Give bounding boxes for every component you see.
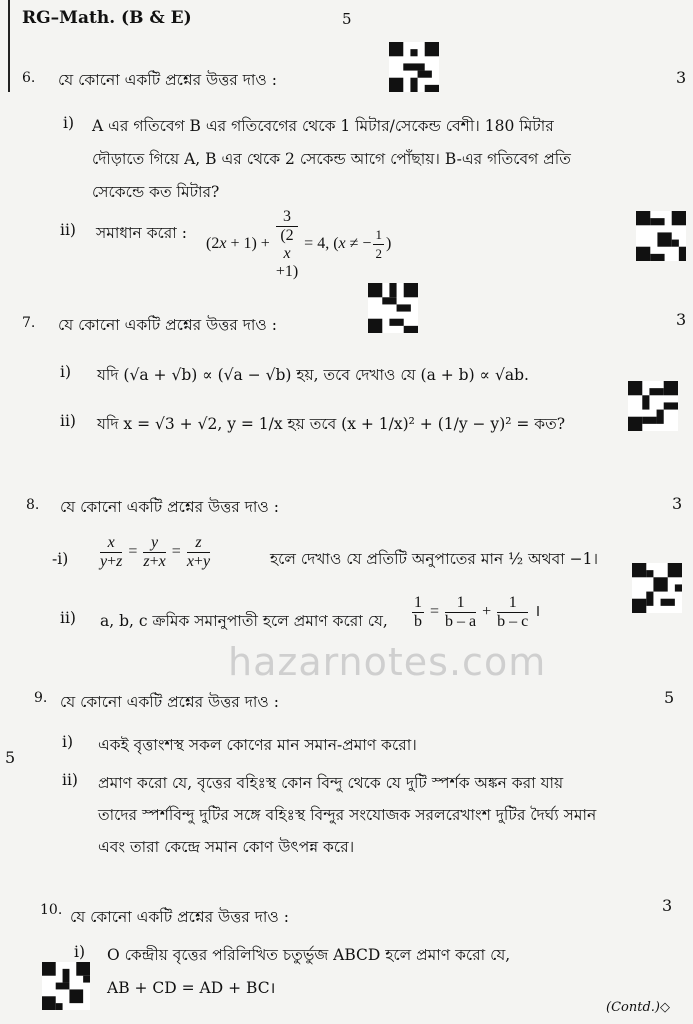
qr-code-icon — [42, 962, 90, 1010]
question-9-number: 9. — [34, 690, 48, 706]
q6-part-i-label: i) — [63, 114, 75, 132]
question-8-prompt: যে কোনো একটি প্রশ্নের উত্তর দাও : — [60, 498, 279, 516]
qr-code-icon — [628, 381, 678, 431]
qr-code-icon — [389, 42, 439, 92]
q9-part-ii-line3: এবং তারা কেন্দ্রে সমান কোণ উৎপন্ন করে। — [98, 838, 355, 856]
q6-part-i-line1: A এর গতিবেগ B এর গতিবেগের থেকে 1 মিটার/সেকেন্ড বেশী। 180 মিটার — [92, 117, 554, 135]
question-6-number: 6. — [22, 70, 36, 86]
page-number: 5 — [342, 10, 352, 28]
q10-part-i-line2: AB + CD = AD + BC। — [107, 979, 276, 997]
q8-part-ii-text: a, b, c ক্রমিক সমানুপাতী হলে প্রমাণ করো যে, — [100, 612, 388, 630]
subject-header: RG–Math. (B & E) — [22, 8, 192, 28]
question-10-number: 10. — [40, 902, 63, 918]
q9-part-ii-line2: তাদের স্পর্শবিন্দু দুটির সঙ্গে বহিঃস্থ বিন্দুর সংযোজক সরলরেখাংশ দুটির দৈর্ঘ্য সমান — [98, 806, 597, 824]
q7-part-ii-text: যদি x = √3 + √2, y = 1/x হয় তবে (x + 1/x)² + (1/y − y)² = কত? — [97, 415, 566, 433]
q9-part-ii-label: ii) — [62, 771, 78, 789]
question-6-prompt: যে কোনো একটি প্রশ্নের উত্তর দাও : — [58, 71, 277, 89]
q9-part-ii-line1: প্রমাণ করো যে, বৃত্তের বহিঃস্থ কোন বিন্দু থেকে যে দুটি স্পর্শক অঙ্কন করা যায় — [98, 774, 564, 792]
q8-part-ii-equation: $\frac{1}{b}$ = $\frac{1}{b - a}$ + $\frac{1}{b - c}$ । — [414, 594, 541, 630]
question-9-prompt: যে কোনো একটি প্রশ্নের উত্তর দাও : — [60, 693, 279, 711]
q6-part-i-line2: দৌড়াতে গিয়ে A, B এর থেকে 2 সেকেন্ড আগে পোঁছায়। B-এর গতিবেগ প্রতি — [92, 150, 571, 168]
q8-part-i-label: -i) — [52, 550, 69, 568]
question-7-marks: 3 — [676, 310, 687, 329]
contd-label: (Contd.)◇ — [606, 1000, 670, 1015]
question-7-number: 7. — [22, 315, 36, 331]
q8-part-i-ratios: $\frac{x}{y+z}$ = $\frac{y}{z+x}$ = $\frac{z}{x+y}$ — [100, 534, 211, 570]
q6-part-i-line3: সেকেন্ডে কত মিটার? — [92, 183, 220, 201]
qr-code-icon — [368, 283, 418, 333]
q6-part-ii-lead: সমাধান করো : — [96, 224, 187, 242]
q7-part-ii-label: ii) — [60, 412, 76, 430]
q8-part-ii-label: ii) — [60, 609, 76, 627]
q7-part-i-text: যদি (√a + √b) ∝ (√a − √b) হয়, তবে দেখাও যে (a + b) ∝ √ab. — [97, 366, 529, 384]
q6-part-ii-label: ii) — [60, 221, 76, 239]
qr-code-icon — [636, 211, 686, 261]
question-9-marks: 5 — [664, 688, 675, 707]
question-10-marks: 3 — [662, 896, 673, 915]
q9-part-i-text: একই বৃত্তাংশস্থ সকল কোণের মান সমান-প্রমাণ করো। — [98, 736, 417, 754]
question-7-prompt: যে কোনো একটি প্রশ্নের উত্তর দাও : — [58, 316, 277, 334]
q6-part-ii-equation: (2x + 1) + 3 (2 x +1) = 4, (x ≠ − $\frac{1}{2}$ ) — [206, 208, 392, 280]
question-8-marks: 3 — [672, 494, 683, 513]
question-10-prompt: যে কোনো একটি প্রশ্নের উত্তর দাও : — [70, 908, 289, 926]
question-8-number: 8. — [26, 497, 40, 513]
q10-part-i-line1: O কেন্দ্রীয় বৃত্তের পরিলিখিত চতুর্ভুজ ABCD হলে প্রমাণ করো যে, — [107, 946, 511, 964]
watermark: hazarnotes.com — [228, 640, 547, 684]
side-mark: 5 — [5, 748, 16, 767]
q8-part-i-text: হলে দেখাও যে প্রতিটি অনুপাতের মান ½ অথবা −1। — [270, 550, 599, 568]
q7-part-i-label: i) — [60, 363, 72, 381]
q9-part-i-label: i) — [62, 733, 74, 751]
question-6-marks: 3 — [676, 68, 687, 87]
q10-part-i-label: i) — [74, 943, 86, 961]
margin-line — [8, 0, 10, 92]
qr-code-icon — [632, 563, 682, 613]
